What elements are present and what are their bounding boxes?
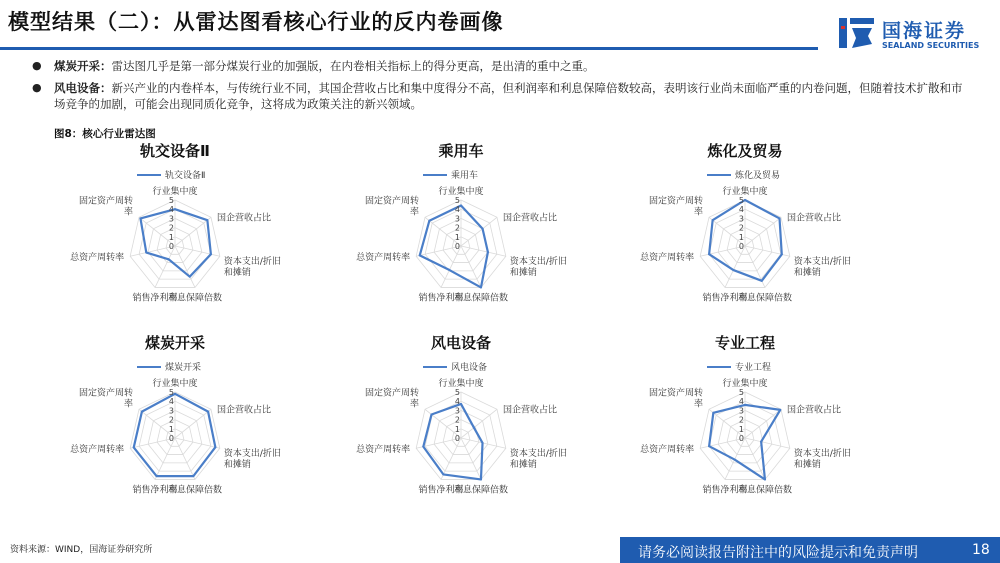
axis-label-net-margin: 销售净利率: [132, 293, 178, 304]
axis-label-concentration: 行业集中度: [438, 187, 484, 197]
data-point-soe-share: [207, 411, 209, 413]
tick-label: 1: [738, 424, 744, 434]
chart-title: 炼化及贸易: [707, 142, 783, 160]
tick-label: 0: [168, 242, 174, 251]
axis-spoke: [155, 246, 175, 287]
data-point-asset-turnover: [422, 446, 424, 448]
tick-label: 2: [454, 415, 460, 425]
data-point-interest-coverage: [761, 280, 763, 282]
tick-label: 5: [168, 388, 174, 397]
data-point-fixed-asset-turnover: [139, 217, 141, 219]
axis-label-capex-ratio: 资本支出/折旧和摊销: [223, 449, 281, 471]
tick-label: 3: [454, 406, 460, 416]
data-point-soe-share: [206, 219, 208, 221]
sealand-logo: [838, 14, 998, 52]
axis-label-interest-coverage: 利息保障倍数: [737, 485, 792, 496]
bullet-key: 风电设备：: [54, 81, 112, 95]
data-point-capex-ratio: [760, 441, 762, 443]
axis-label-soe-share: 国企营收占比: [502, 213, 557, 224]
axis-label-net-margin: 销售净利率: [702, 485, 748, 496]
data-point-fixed-asset-turnover: [712, 219, 714, 221]
bullet-dot-icon: ●: [32, 81, 42, 94]
axis-label-fixed-asset-turnover: 固定资产周转率: [79, 388, 134, 410]
tick-label: 2: [738, 223, 744, 233]
data-point-soe-share: [473, 427, 475, 429]
axis-label-soe-share: 国企营收占比: [786, 213, 841, 224]
radar-chart-wind-power: [338, 330, 608, 520]
page-number: 18: [972, 542, 990, 558]
tick-label: 4: [738, 205, 744, 215]
axis-label-interest-coverage: 利息保障倍数: [167, 293, 222, 304]
tick-label: 4: [454, 205, 460, 215]
axis-label-fixed-asset-turnover: 固定资产周转率: [649, 196, 704, 218]
data-point-asset-turnover: [419, 254, 421, 256]
data-point-interest-coverage: [764, 478, 766, 480]
tick-label: 3: [738, 406, 744, 416]
axis-label-asset-turnover: 总资产周转率: [70, 253, 125, 264]
tick-label: 4: [168, 205, 174, 215]
tick-label: 3: [454, 214, 460, 224]
axis-label-net-margin: 销售净利率: [132, 485, 178, 496]
page-title: 模型结果（二）：从雷达图看核心行业的反内卷画像: [8, 10, 504, 34]
axis-label-concentration: 行业集中度: [438, 379, 484, 389]
legend-label: 风电设备: [451, 363, 488, 373]
sealand-logo-icon: [838, 14, 876, 52]
legend-label: 专业工程: [735, 363, 772, 373]
tick-label: 1: [454, 424, 460, 434]
data-point-concentration: [744, 199, 746, 201]
axis-label-asset-turnover: 总资产周转率: [640, 445, 695, 456]
data-point-concentration: [744, 404, 746, 406]
chart-title: 煤炭开采: [144, 334, 206, 352]
chart-title: 轨交设备Ⅱ: [140, 142, 210, 160]
tick-label: 0: [454, 434, 460, 443]
axis-label-asset-turnover: 总资产周转率: [640, 253, 695, 264]
axis-label-net-margin: 销售净利率: [418, 293, 464, 304]
axis-label-soe-share: 国企营收占比: [216, 213, 271, 224]
tick-label: 4: [454, 397, 460, 407]
axis-label-soe-share: 国企营收占比: [502, 405, 557, 416]
disclaimer-notice: 请务必阅读报告附注中的风险提示和免责声明: [638, 545, 918, 561]
axis-label-capex-ratio: 资本支出/折旧和摊销: [223, 257, 281, 279]
tick-label: 2: [168, 223, 174, 233]
bullet-text: 新兴产业的内卷样本，与传统行业不同，其国企营收占比和集中度得分不高，但利润率和利息保障倍数较高，表明该行业尚未面临严重的内卷问题，但随着技术扩散和市场竞争的加剧，可能会出现同质化竞争，这将成为政策关注的新兴领域。: [54, 81, 963, 111]
axis-label-capex-ratio: 资本支出/折旧和摊销: [509, 257, 567, 279]
bullet-key: 煤炭开采：: [54, 59, 112, 73]
axis-spoke: [155, 438, 175, 479]
tick-label: 5: [738, 388, 744, 397]
data-point-asset-turnover: [708, 253, 710, 255]
tick-label: 4: [168, 397, 174, 407]
data-point-fixed-asset-turnover: [712, 412, 714, 414]
axis-label-net-margin: 销售净利率: [702, 293, 748, 304]
legend-label: 乘用车: [451, 171, 479, 181]
axis-spoke: [461, 438, 481, 479]
tick-label: 1: [454, 232, 460, 242]
data-point-capex-ratio: [210, 253, 212, 255]
footer-bar: [620, 537, 1000, 563]
data-point-concentration: [460, 403, 462, 405]
tick-label: 3: [168, 406, 174, 416]
tick-label: 1: [168, 424, 174, 434]
axis-label-concentration: 行业集中度: [152, 187, 198, 197]
data-point-net-margin: [168, 258, 170, 260]
axis-spoke: [441, 438, 461, 479]
legend-label: 轨交设备Ⅱ: [165, 171, 206, 181]
series-line: [420, 206, 488, 288]
radar-chart-passenger-cars: [338, 138, 608, 328]
axis-label-interest-coverage: 利息保障倍数: [453, 485, 508, 496]
tick-label: 0: [168, 434, 174, 443]
tick-label: 5: [454, 388, 460, 397]
axis-label-interest-coverage: 利息保障倍数: [453, 293, 508, 304]
data-point-fixed-asset-turnover: [428, 220, 430, 222]
axis-label-concentration: 行业集中度: [722, 187, 768, 197]
tick-label: 0: [738, 434, 744, 443]
axis-label-asset-turnover: 总资产周转率: [356, 253, 411, 264]
tick-label: 0: [454, 242, 460, 251]
data-point-interest-coverage: [480, 478, 482, 480]
axis-spoke: [175, 438, 195, 479]
logo-name-cn: 国海证券: [882, 20, 967, 42]
tick-label: 5: [738, 196, 744, 205]
data-point-concentration: [174, 393, 176, 395]
axis-label-fixed-asset-turnover: 固定资产周转率: [365, 388, 420, 410]
data-point-interest-coverage: [189, 276, 191, 278]
chart-title: 乘用车: [438, 142, 484, 160]
axis-label-asset-turnover: 总资产周转率: [70, 445, 125, 456]
data-point-net-margin: [732, 269, 734, 271]
axis-label-concentration: 行业集中度: [722, 379, 768, 389]
tick-label: 2: [738, 415, 744, 425]
radar-chart-rail-equipment: [52, 138, 322, 328]
data-point-interest-coverage: [192, 475, 194, 477]
radar-chart-coal-mining: [52, 330, 322, 520]
data-point-fixed-asset-turnover: [431, 413, 433, 415]
axis-label-capex-ratio: 资本支出/折旧和摊销: [509, 449, 567, 471]
data-point-net-margin: [448, 269, 450, 271]
data-point-capex-ratio: [781, 253, 783, 255]
axis-label-soe-share: 国企营收占比: [216, 405, 271, 416]
axis-label-net-margin: 销售净利率: [418, 485, 464, 496]
title-divider: [0, 47, 818, 50]
tick-label: 2: [168, 415, 174, 425]
radar-chart-refining-trading: [622, 138, 892, 328]
chart-title: 风电设备: [430, 334, 492, 352]
data-point-soe-share: [779, 217, 781, 219]
tick-label: 3: [168, 214, 174, 224]
tick-label: 5: [454, 196, 460, 205]
data-point-fixed-asset-turnover: [141, 411, 143, 413]
bullet-text: 雷达图几乎是第一部分煤炭行业的加强版，在内卷相关指标上的得分更高，是出清的重中之重。: [111, 59, 595, 73]
bullet-dot-icon: ●: [32, 59, 42, 72]
data-point-asset-turnover: [708, 445, 710, 447]
axis-label-concentration: 行业集中度: [152, 379, 198, 389]
data-point-interest-coverage: [480, 286, 482, 288]
data-point-soe-share: [482, 228, 484, 230]
axis-label-soe-share: 国企营收占比: [786, 405, 841, 416]
axis-label-capex-ratio: 资本支出/折旧和摊销: [793, 257, 851, 279]
tick-label: 3: [738, 214, 744, 224]
tick-label: 1: [168, 232, 174, 242]
radar-chart-engineering: [622, 330, 892, 520]
chart-title: 专业工程: [714, 334, 776, 352]
axis-label-fixed-asset-turnover: 固定资产周转率: [649, 388, 704, 410]
tick-label: 2: [454, 223, 460, 233]
series-line: [140, 209, 210, 276]
data-point-net-margin: [734, 459, 736, 461]
axis-label-interest-coverage: 利息保障倍数: [737, 293, 792, 304]
data-source: 资料来源：WIND，国海证券研究所: [10, 545, 153, 555]
data-point-capex-ratio: [482, 442, 484, 444]
tick-label: 1: [738, 232, 744, 242]
tick-label: 5: [168, 196, 174, 205]
data-point-asset-turnover: [145, 252, 147, 254]
legend-label: 煤炭开采: [165, 363, 202, 373]
data-point-soe-share: [779, 409, 781, 411]
summary-bullets: [28, 58, 968, 118]
tick-label: 0: [738, 242, 744, 251]
data-point-capex-ratio: [214, 446, 216, 448]
legend-label: 炼化及贸易: [735, 171, 781, 181]
data-point-net-margin: [442, 473, 444, 475]
tick-label: 4: [738, 397, 744, 407]
logo-name-en: SEALAND SECURITIES: [882, 41, 980, 50]
data-point-concentration: [460, 205, 462, 207]
data-point-capex-ratio: [487, 251, 489, 253]
axis-label-interest-coverage: 利息保障倍数: [167, 485, 222, 496]
data-point-concentration: [174, 208, 176, 210]
data-point-asset-turnover: [133, 446, 135, 448]
data-point-net-margin: [156, 475, 158, 477]
axis-label-capex-ratio: 资本支出/折旧和摊销: [793, 449, 851, 471]
axis-label-asset-turnover: 总资产周转率: [356, 445, 411, 456]
figure-caption: 图8：核心行业雷达图: [54, 128, 156, 140]
axis-label-fixed-asset-turnover: 固定资产周转率: [365, 196, 420, 218]
bullet-coal: [28, 58, 968, 74]
bullet-wind-power: [28, 80, 968, 112]
axis-label-fixed-asset-turnover: 固定资产周转率: [79, 196, 134, 218]
